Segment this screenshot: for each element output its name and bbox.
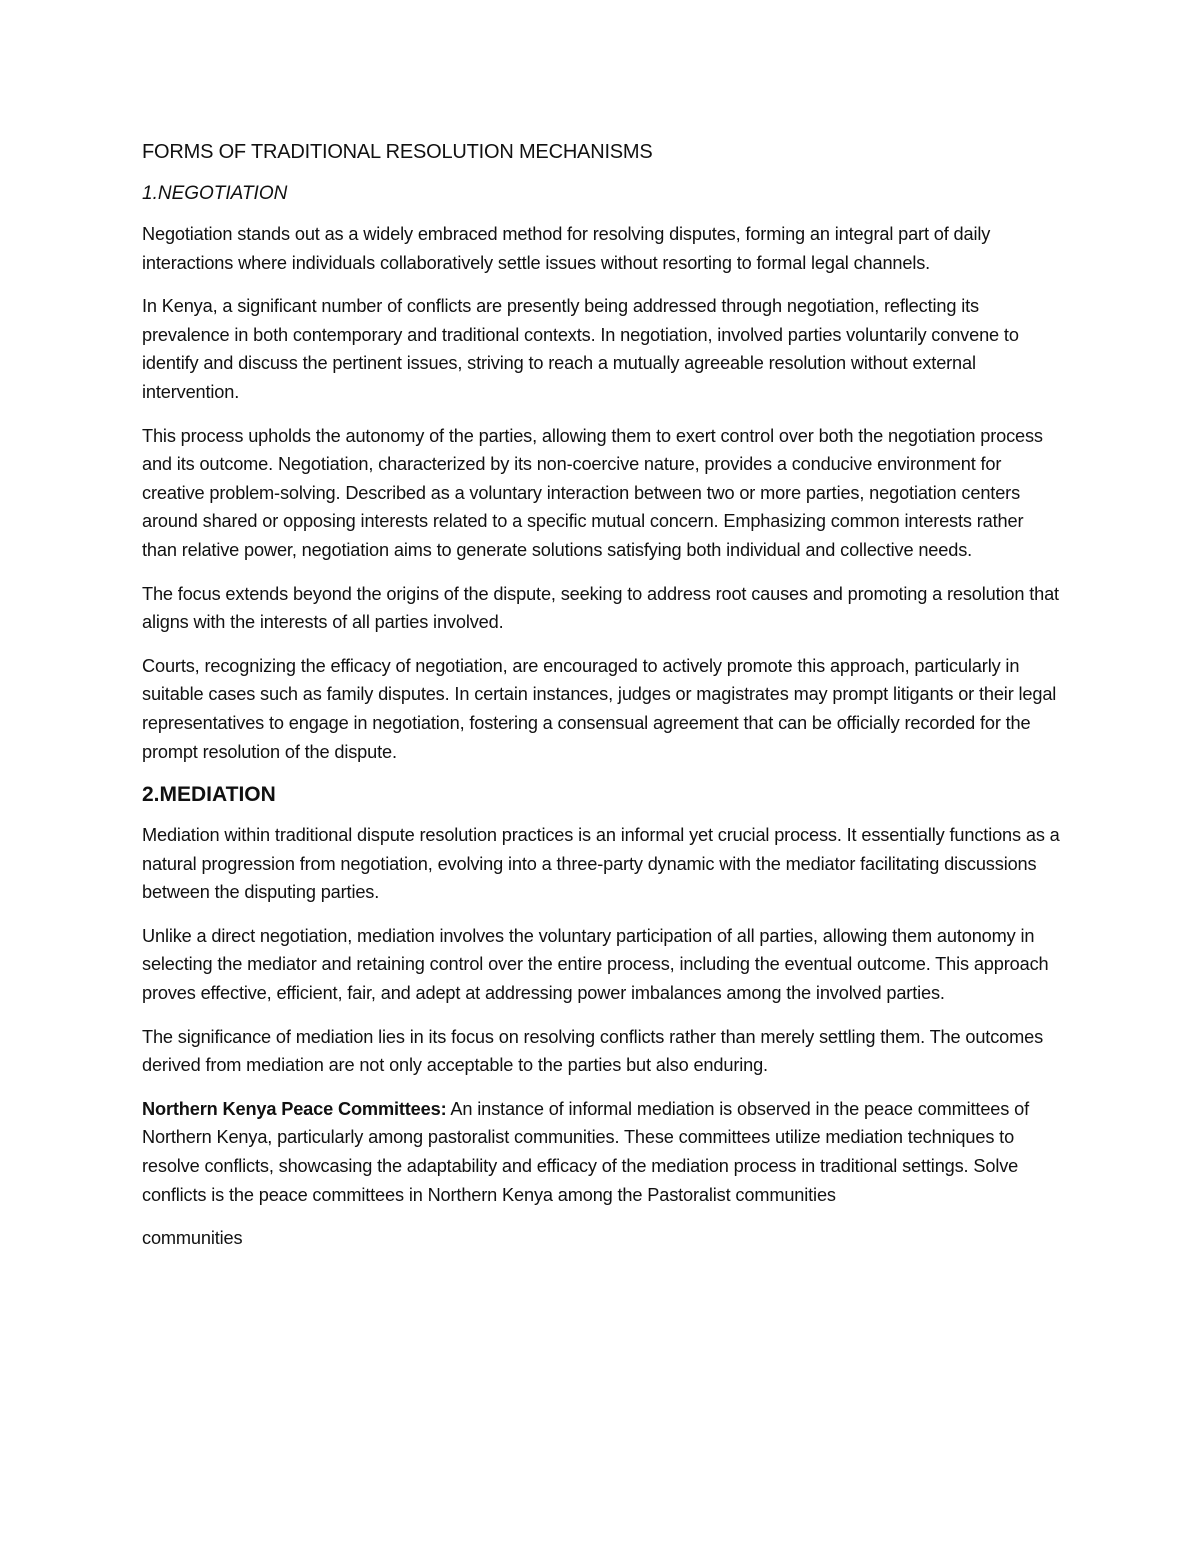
paragraph: Courts, recognizing the efficacy of negotiation, are encouraged to actively promote this approach, particularly in suitable cases such as family disputes. In certain instances, judges or magistrates may prompt litigants or their legal representatives to engage in negotiation, fostering a consensual agreement that can be officially recorded for the prompt resolution of the dispute. (142, 655, 1057, 762)
paragraph: Negotiation stands out as a widely embraced method for resolving disputes, forming an integral part of daily interactions where individuals collaboratively settle issues without resorting to formal legal channels. (142, 224, 991, 273)
document-body (142, 138, 1062, 1268)
paragraph: Unlike a direct negotiation, mediation involves the voluntary participation of all parties, allowing them autonomy in selecting the mediator and retaining control over the entire process, including the eventual outcome. This approach proves effective, efficient, fair, and adept at addressing power imbalances among the involved parties. (142, 925, 1049, 1004)
section-heading-negotiation: 1.NEGOTIATION (142, 183, 288, 204)
paragraph: In Kenya, a significant number of conflicts are presently being addressed through negotiation, reflecting its prevalence in both contemporary and traditional contexts. In negotiation, involved parties voluntarily convene to identify and discuss the pertinent issues, striving to reach a mutually agreeable resolution without external intervention. (142, 296, 1019, 402)
trailing-fragment: communities (142, 1228, 243, 1249)
example-paragraph (142, 1095, 1062, 1209)
paragraph: The significance of mediation lies in its focus on resolving conflicts rather than merely settling them. The outcomes derived from mediation are not only acceptable to the parties but also enduring. (142, 1026, 1044, 1076)
example-text: An instance of informal mediation is observed in the peace committees of Northern Kenya, particularly among pastoralist communities. These committees utilize mediation techniques to resolve conflicts, showcasing the adaptability and efficacy of the mediation process in traditional settings. Solve conflicts is the peace committees in Northern Kenya among the Pastoralist communities (142, 1098, 1029, 1205)
paragraph: This process upholds the autonomy of the parties, allowing them to exert control over both the negotiation process and its outcome. Negotiation, characterized by its non-coercive nature, provides a conducive environment for creative problem-solving. Described as a voluntary interaction between two or more parties, negotiation centers around shared or opposing interests related to a specific mutual concern. Emphasizing common interests rather than relative power, negotiation aims to generate solutions satisfying both individual and collective needs. (142, 425, 1043, 560)
document-title: FORMS OF TRADITIONAL RESOLUTION MECHANISMS (142, 141, 653, 163)
paragraph: The focus extends beyond the origins of the dispute, seeking to address root causes and promoting a resolution that aligns with the interests of all parties involved. (142, 583, 1059, 633)
example-lead: Northern Kenya Peace Committees: (142, 1098, 447, 1119)
section-heading-mediation: 2.MEDIATION (142, 783, 276, 807)
paragraph: Mediation within traditional dispute resolution practices is an informal yet crucial process. It essentially functions as a natural progression from negotiation, evolving into a three-party dynamic with the mediator facilitating discussions between the disputing parties. (142, 825, 1060, 903)
